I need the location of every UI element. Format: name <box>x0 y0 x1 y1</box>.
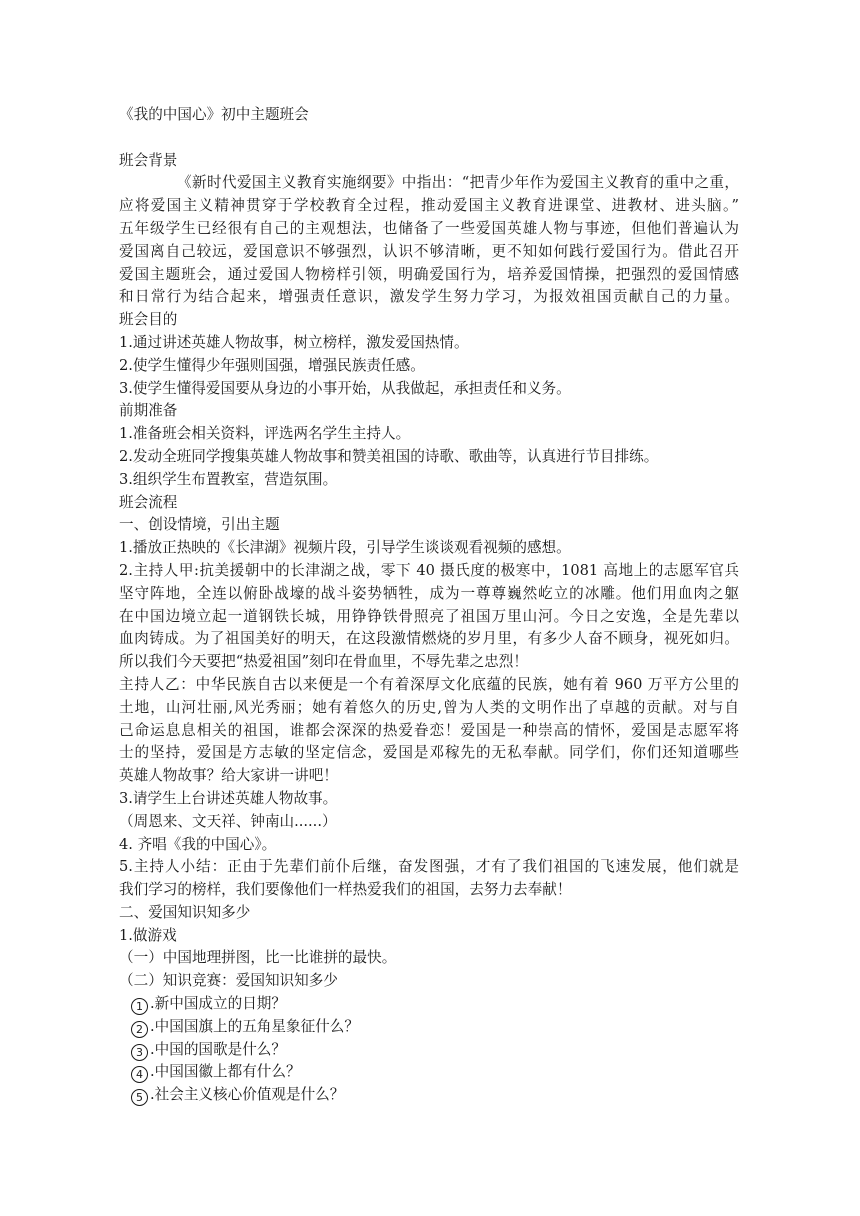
list-item: 2.发动全班同学搜集英雄人物故事和赞美祖国的诗歌、歌曲等，认真进行节目排练。 <box>119 447 659 465</box>
paragraph-line: 5.主持人小结：正由于先辈们前仆后继，奋发图强，才有了我们祖国的飞速发展，他们就是 <box>119 858 739 876</box>
list-item: 1.做游戏 <box>119 926 177 944</box>
list-item: 1.播放正热映的《长津湖》视频片段，引导学生谈谈观看视频的感想。 <box>119 539 571 557</box>
paragraph-line: 2.主持人甲:抗美援朝中的长津湖之战，零下 40 摄氏度的极寒中，1081 高地上的志愿军官兵 <box>119 561 739 579</box>
list-item: 3.组织学生布置教室，营造氛围。 <box>119 470 338 488</box>
paragraph-line: 英雄人物故事？给大家讲一讲吧！ <box>119 767 338 785</box>
background-paragraph <box>119 172 739 309</box>
question-text: .社会主义核心价值观是什么？ <box>150 1086 345 1104</box>
document-body <box>119 104 739 1107</box>
sub-item: （二）知识竞赛：爱国知识知多少 <box>119 972 338 990</box>
quiz-question <box>119 1039 739 1062</box>
section-heading-process: 班会流程 <box>119 493 178 511</box>
note-line: （周恩来、文天祥、钟南山......） <box>119 812 337 830</box>
sub-item: （一）中国地理拼图，比一比谁拼的最快。 <box>119 949 397 967</box>
circled-number: 3 <box>131 1044 148 1061</box>
list-item: 4. 齐唱《我的中国心》。 <box>119 835 277 853</box>
list-item: 3.使学生懂得爱国要从身边的小事开始，从我做起，承担责任和义务。 <box>119 379 571 397</box>
paragraph-line: 我们学习的榜样，我们要像他们一样热爱我们的祖国，去努力去奉献！ <box>119 881 572 899</box>
quiz-question <box>119 993 739 1016</box>
summary-paragraph <box>119 856 739 902</box>
paragraph-line: 己命运息息相关的祖国，谁都会深深的热爱眷恋！爱国是一种崇高的情怀，爱国是志愿军将 <box>119 721 739 739</box>
quiz-question <box>119 1084 739 1107</box>
section-heading-background: 班会背景 <box>119 151 178 169</box>
paragraph-line: 《新时代爱国主义教育实施纲要》中指出：“把青少年作为爱国主义教育的重中之重， <box>177 174 739 192</box>
question-text: .新中国成立的日期？ <box>150 995 286 1013</box>
host-a-paragraph <box>119 560 739 674</box>
paragraph-line: 应将爱国主义精神贯穿于学校教育全过程，推动爱国主义教育进课堂、进教材、进头脑。” <box>119 197 739 215</box>
paragraph-line: 爱国主题班会，通过爱国人物榜样引领，明确爱国行为，培养爱国情操，把强烈的爱国情感 <box>119 265 739 283</box>
paragraph-line: 士的坚持，爱国是方志敏的坚定信念，爱国是邓稼先的无私奉献。同学们，你们还知道哪些 <box>119 744 739 762</box>
paragraph-line: 和日常行为结合起来，增强责任意识，激发学生努力学习，为报效祖国贡献自己的力量。 <box>119 288 739 306</box>
paragraph-line: 所以我们今天要把“热爱祖国”刻印在骨血里，不辱先辈之忠烈！ <box>119 653 528 671</box>
list-item: 3.请学生上台讲述英雄人物故事。 <box>119 789 338 807</box>
subsection-heading: 一、创设情境，引出主题 <box>119 516 280 534</box>
paragraph-line: 土地，山河壮丽,风光秀丽；她有着悠久的历史,曾为人类的文明作出了卓越的贡献。对与自 <box>119 698 739 716</box>
circled-number: 1 <box>131 998 148 1015</box>
paragraph-line: 血肉铸成。为了祖国美好的明天，在这段激情燃烧的岁月里，有多少人奋不顾身，视死如归。 <box>119 630 739 648</box>
quiz-question <box>119 1016 739 1039</box>
paragraph-line: 在中国边境立起一道钢铁长城，用铮铮铁骨照亮了祖国万里山河。今日之安逸，全是先辈以 <box>119 607 739 625</box>
circled-number: 4 <box>131 1066 148 1083</box>
list-item: 2.使学生懂得少年强则国强，增强民族责任感。 <box>119 356 425 374</box>
question-text: .中国的国歌是什么？ <box>150 1040 286 1058</box>
host-b-paragraph <box>119 674 739 788</box>
question-text: .中国国徽上都有什么？ <box>150 1063 301 1081</box>
quiz-question <box>119 1061 739 1084</box>
section-heading-purpose: 班会目的 <box>119 311 178 329</box>
list-item: 1.准备班会相关资料，评选两名学生主持人。 <box>119 425 411 443</box>
circled-number: 2 <box>131 1021 148 1038</box>
list-item: 1.通过讲述英雄人物故事，树立榜样，激发爱国热情。 <box>119 333 469 351</box>
paragraph-line: 五年级学生已经很有自己的主观想法，也储备了一些爱国英雄人物与事迹，但他们普遍认为 <box>119 219 739 237</box>
document-title: 《我的中国心》初中主题班会 <box>119 106 309 123</box>
paragraph-line: 主持人乙：中华民族自古以来便是一个有着深厚文化底蕴的民族，她有着 960 万平方公里的 <box>119 675 739 693</box>
subsection-heading: 二、爱国知识知多少 <box>119 903 251 921</box>
circled-number: 5 <box>131 1089 148 1106</box>
paragraph-line: 坚守阵地，全连以俯卧战壕的战斗姿势牺牲，成为一尊尊巍然屹立的冰雕。他们用血肉之躯 <box>119 584 739 602</box>
section-heading-preparation: 前期准备 <box>119 402 178 420</box>
paragraph-line: 爱国离自己较远，爱国意识不够强烈，认识不够清晰，更不知如何践行爱国行为。借此召开 <box>119 242 739 260</box>
question-text: .中国国旗上的五角星象征什么？ <box>150 1017 359 1035</box>
